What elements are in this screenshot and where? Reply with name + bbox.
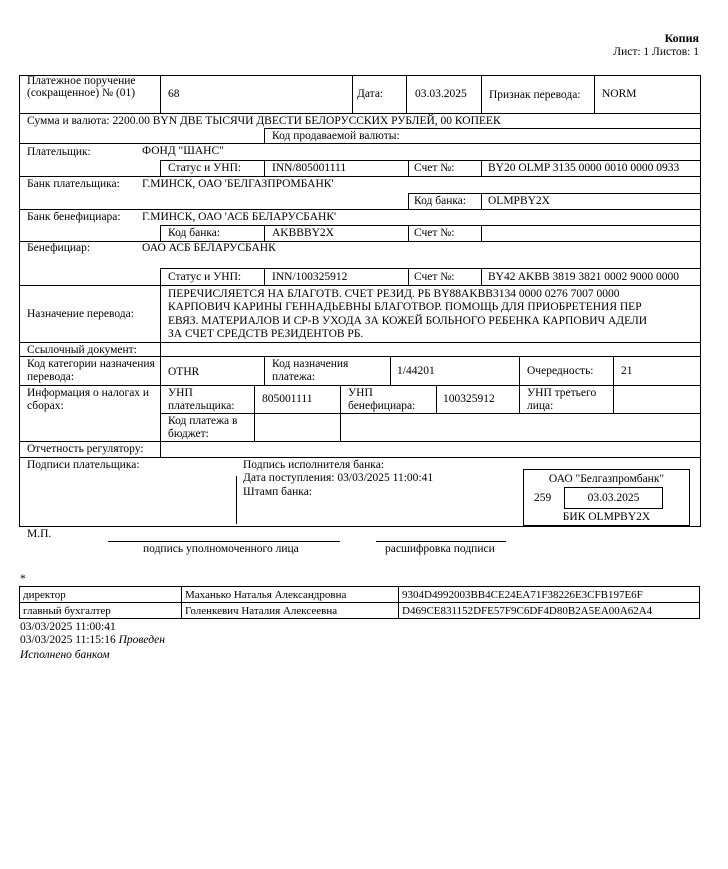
signer-hash: 9304D4992003BB4CE24EA71F38226E3CFB197E6F bbox=[399, 587, 700, 603]
category-value: OTHR bbox=[168, 366, 200, 378]
doc-number: 68 bbox=[168, 88, 180, 100]
amount-text: Сумма и валюта: 2200.00 BYN ДВЕ ТЫСЯЧИ ДВЕСТИ БЕЛОРУССКИХ РУБЛЕЙ, 00 КОПЕЕК bbox=[27, 115, 501, 127]
authorized-signature-caption: подпись уполномоченного лица bbox=[143, 543, 299, 555]
purpose-code-value: 1/44201 bbox=[397, 365, 435, 377]
reference-doc-label: Ссылочный документ: bbox=[27, 344, 137, 356]
beneficiary-account-label: Счет №: bbox=[414, 271, 455, 283]
bank-stamp-label: Штамп банка: bbox=[243, 486, 312, 498]
purpose-line: КАРПОВИЧ КАРИНЫ ГЕННАДЬЕВНЫ БЛАГОТВОР. ПОМОЩЬ ДЛЯ ПРИОБРЕТЕНИЯ ПЕР bbox=[168, 301, 642, 313]
date-value: 03.03.2025 bbox=[415, 88, 467, 100]
purpose-line: ЗА СЧЕТ СРЕДСТВ РЕЗИДЕНТОВ РБ. bbox=[168, 328, 364, 340]
sheets-count: Лист: 1 Листов: 1 bbox=[613, 46, 699, 58]
purpose-line: ЕВЯЗ. МАТЕРИАЛОВ И СР-В УХОДА ЗА КОЖЕЙ БОЛЬНОГО РЕБЕНКА КАРПОВИЧ АДЕЛИ bbox=[168, 315, 648, 327]
payer-signatures-label: Подписи плательщика: bbox=[27, 459, 140, 471]
signer-hash: D469CE831152DFE57F9C6DF4D80B2A5EA00A62A4 bbox=[399, 603, 700, 619]
beneficiary-name: ОАО АСБ БЕЛАРУСБАНК bbox=[142, 242, 276, 254]
log-time-1: 03/03/2025 11:00:41 bbox=[20, 621, 116, 633]
asterisk-mark: * bbox=[20, 573, 26, 585]
payer-bank-code-label: Код банка: bbox=[414, 195, 467, 207]
beneficiary-bank-name: Г.МИНСК, ОАО 'АСБ БЕЛАРУСБАНК' bbox=[142, 211, 337, 223]
stamp-date: 03.03.2025 bbox=[587, 492, 640, 504]
priority-label: Очередность: bbox=[527, 365, 594, 377]
payer-account-value: BY20 OLMP 3135 0000 0010 0000 0933 bbox=[488, 162, 680, 174]
bank-stamp bbox=[523, 469, 690, 526]
beneficiary-status-label: Статус и УНП: bbox=[168, 271, 242, 283]
payer-bank-code-value: OLMPBY2X bbox=[488, 195, 550, 207]
payer-name: ФОНД "ШАНС" bbox=[142, 145, 224, 157]
log-time-2: 03/03/2025 11:15:16 bbox=[20, 634, 116, 646]
bank-signature-label: Подпись исполнителя банка: bbox=[243, 459, 385, 471]
payer-bank-name: Г.МИНСК, ОАО 'БЕЛГАЗПРОМБАНК' bbox=[142, 178, 334, 190]
signers-table bbox=[19, 586, 700, 619]
budget-code-label: Код платежа в бюджет: bbox=[168, 415, 238, 440]
priority-value: 21 bbox=[621, 365, 633, 377]
stamp-number: 259 bbox=[534, 492, 552, 504]
copy-title: Копия bbox=[664, 31, 699, 45]
signer-role: директор bbox=[20, 587, 182, 603]
beneficiary-bank-code-label: Код банка: bbox=[168, 227, 221, 239]
payer-unp-label: УНП плательщика: bbox=[168, 387, 235, 412]
stamp-bank-name: ОАО "Белгазпромбанк" bbox=[548, 473, 665, 485]
purpose-code-label: Код назначения платежа: bbox=[272, 358, 349, 383]
beneficiary-unp-value: 100325912 bbox=[443, 393, 495, 405]
third-party-unp-label: УНП третьего лица: bbox=[527, 387, 597, 412]
beneficiary-bank-code-value: AKBBBY2X bbox=[272, 227, 334, 239]
beneficiary-bank-label: Банк бенефициара: bbox=[27, 211, 121, 223]
payer-label: Плательщик: bbox=[27, 146, 91, 158]
mp-label: М.П. bbox=[27, 528, 52, 540]
beneficiary-label: Бенефициар: bbox=[27, 242, 91, 254]
signer-name: Маханько Наталья Александровна bbox=[182, 587, 399, 603]
log-status: Проведен bbox=[118, 634, 165, 646]
table-row bbox=[20, 587, 700, 603]
transfer-sign-label: Признак перевода: bbox=[489, 89, 581, 101]
beneficiary-bank-account-label: Счет №: bbox=[414, 227, 455, 239]
beneficiary-account-value: BY42 AKBB 3819 3821 0002 9000 0000 bbox=[488, 271, 680, 283]
executed-label: Исполнено банком bbox=[20, 649, 110, 661]
table-row bbox=[20, 603, 700, 619]
payer-status-label: Статус и УНП: bbox=[168, 162, 242, 174]
sold-currency-label: Код продаваемой валюты: bbox=[272, 130, 400, 142]
regulator-label: Отчетность регулятору: bbox=[27, 443, 144, 455]
received-date: Дата поступления: 03/03/2025 11:00:41 bbox=[243, 472, 434, 484]
log-entry bbox=[20, 634, 165, 647]
payer-bank-label: Банк плательщика: bbox=[27, 178, 120, 190]
payer-unp-value: 805001111 bbox=[262, 393, 313, 405]
purpose-line: ПЕРЕЧИСЛЯЕТСЯ НА БЛАГОТВ. СЧЕТ РЕЗИД. РБ BY88AKBB3134 0000 0276 7007 0000 bbox=[168, 288, 620, 300]
doc-label: Платежное поручение (сокращенное) № (01) bbox=[27, 75, 136, 99]
category-label: Код категории назначения перевода: bbox=[27, 358, 155, 383]
beneficiary-status-value: INN/100325912 bbox=[272, 271, 348, 283]
purpose-label: Назначение перевода: bbox=[27, 308, 134, 320]
signer-role: главный бухгалтер bbox=[20, 603, 182, 619]
signature-decoding-caption: расшифровка подписи bbox=[385, 543, 495, 555]
date-label: Дата: bbox=[357, 88, 384, 100]
stamp-bic: БИК OLMPBY2X bbox=[562, 511, 651, 523]
signer-name: Голенкевич Наталия Алексеевна bbox=[182, 603, 399, 619]
payer-account-label: Счет №: bbox=[414, 162, 455, 174]
taxes-label: Информация о налогах и сборах: bbox=[27, 387, 150, 412]
stamp-date-box bbox=[564, 487, 663, 509]
payer-status-value: INN/805001111 bbox=[272, 162, 347, 174]
transfer-sign-value: NORM bbox=[602, 88, 637, 100]
beneficiary-unp-label: УНП бенефициара: bbox=[348, 387, 416, 412]
